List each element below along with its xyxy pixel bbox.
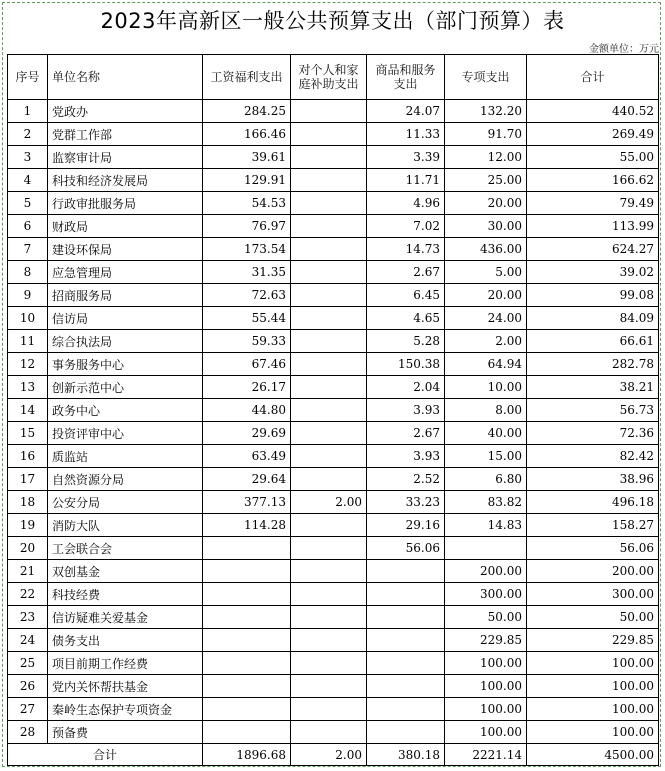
cell-subsidy	[291, 468, 367, 491]
cell-goods: 2.04	[367, 376, 445, 399]
cell-unit-name: 科技经费	[48, 583, 203, 606]
cell-no: 8	[8, 261, 48, 284]
cell-wages: 44.80	[203, 399, 291, 422]
cell-no: 7	[8, 238, 48, 261]
cell-total: 84.09	[527, 307, 659, 330]
cell-wages: 76.97	[203, 215, 291, 238]
cell-subsidy	[291, 123, 367, 146]
cell-special: 64.94	[445, 353, 527, 376]
cell-goods: 7.02	[367, 215, 445, 238]
cell-no: 3	[8, 146, 48, 169]
cell-no: 25	[8, 652, 48, 675]
cell-no: 24	[8, 629, 48, 652]
cell-no: 27	[8, 698, 48, 721]
cell-goods: 29.16	[367, 514, 445, 537]
cell-goods: 14.73	[367, 238, 445, 261]
cell-no: 14	[8, 399, 48, 422]
cell-no: 4	[8, 169, 48, 192]
cell-special: 12.00	[445, 146, 527, 169]
cell-subsidy	[291, 652, 367, 675]
cell-unit-name: 政务中心	[48, 399, 203, 422]
cell-unit-name: 招商服务局	[48, 284, 203, 307]
table-row	[8, 238, 659, 261]
table-row	[8, 491, 659, 514]
cell-wages	[203, 560, 291, 583]
cell-unit-name: 事务服务中心	[48, 353, 203, 376]
cell-wages	[203, 583, 291, 606]
cell-wages	[203, 675, 291, 698]
cell-goods: 24.07	[367, 100, 445, 123]
cell-wages: 72.63	[203, 284, 291, 307]
table-row	[8, 560, 659, 583]
cell-wages: 31.35	[203, 261, 291, 284]
totals-total: 4500.00	[527, 744, 659, 766]
cell-goods	[367, 721, 445, 744]
cell-total: 72.36	[527, 422, 659, 445]
cell-subsidy	[291, 146, 367, 169]
cell-special: 100.00	[445, 698, 527, 721]
cell-subsidy	[291, 445, 367, 468]
cell-unit-name: 投资评审中心	[48, 422, 203, 445]
cell-wages	[203, 537, 291, 560]
cell-special: 30.00	[445, 215, 527, 238]
cell-unit-name: 创新示范中心	[48, 376, 203, 399]
cell-no: 10	[8, 307, 48, 330]
cell-goods: 2.67	[367, 422, 445, 445]
cell-total: 100.00	[527, 698, 659, 721]
cell-unit-name: 应急管理局	[48, 261, 203, 284]
unit-note: 金额单位：万元	[589, 44, 659, 55]
cell-subsidy	[291, 629, 367, 652]
table-row	[8, 514, 659, 537]
cell-goods	[367, 606, 445, 629]
cell-special: 100.00	[445, 675, 527, 698]
cell-subsidy	[291, 169, 367, 192]
cell-total: 50.00	[527, 606, 659, 629]
cell-unit-name: 行政审批服务局	[48, 192, 203, 215]
cell-wages: 166.46	[203, 123, 291, 146]
cell-special: 14.83	[445, 514, 527, 537]
cell-special: 25.00	[445, 169, 527, 192]
cell-goods: 11.71	[367, 169, 445, 192]
cell-total: 100.00	[527, 652, 659, 675]
cell-total: 166.62	[527, 169, 659, 192]
cell-no: 6	[8, 215, 48, 238]
table-row	[8, 169, 659, 192]
cell-goods	[367, 583, 445, 606]
cell-total: 300.00	[527, 583, 659, 606]
cell-wages: 55.44	[203, 307, 291, 330]
cell-no: 16	[8, 445, 48, 468]
cell-wages: 63.49	[203, 445, 291, 468]
table-row	[8, 215, 659, 238]
cell-total: 39.02	[527, 261, 659, 284]
cell-total: 56.73	[527, 399, 659, 422]
cell-unit-name: 建设环保局	[48, 238, 203, 261]
cell-goods: 6.45	[367, 284, 445, 307]
cell-no: 21	[8, 560, 48, 583]
cell-subsidy	[291, 376, 367, 399]
cell-special: 2.00	[445, 330, 527, 353]
cell-subsidy	[291, 560, 367, 583]
cell-no: 1	[8, 100, 48, 123]
cell-goods	[367, 652, 445, 675]
cell-special: 100.00	[445, 721, 527, 744]
cell-wages	[203, 721, 291, 744]
cell-goods: 4.96	[367, 192, 445, 215]
cell-special: 5.00	[445, 261, 527, 284]
cell-no: 26	[8, 675, 48, 698]
cell-subsidy	[291, 284, 367, 307]
cell-unit-name: 监察审计局	[48, 146, 203, 169]
table-row	[8, 698, 659, 721]
cell-unit-name: 党群工作部	[48, 123, 203, 146]
cell-unit-name: 质监站	[48, 445, 203, 468]
cell-total: 282.78	[527, 353, 659, 376]
cell-special: 91.70	[445, 123, 527, 146]
cell-wages: 67.46	[203, 353, 291, 376]
cell-special: 8.00	[445, 399, 527, 422]
cell-wages: 114.28	[203, 514, 291, 537]
cell-unit-name: 债务支出	[48, 629, 203, 652]
cell-special: 83.82	[445, 491, 527, 514]
cell-wages: 26.17	[203, 376, 291, 399]
cell-subsidy	[291, 537, 367, 560]
cell-subsidy	[291, 353, 367, 376]
page-title: 2023年高新区一般公共预算支出（部门预算）表	[100, 9, 565, 33]
cell-special: 40.00	[445, 422, 527, 445]
table-row	[8, 100, 659, 123]
cell-special: 15.00	[445, 445, 527, 468]
totals-goods: 380.18	[367, 744, 445, 766]
cell-total: 440.52	[527, 100, 659, 123]
cell-total: 496.18	[527, 491, 659, 514]
cell-no: 2	[8, 123, 48, 146]
cell-subsidy	[291, 399, 367, 422]
totals-subsidy: 2.00	[291, 744, 367, 766]
cell-total: 158.27	[527, 514, 659, 537]
table-row	[8, 146, 659, 169]
cell-special: 200.00	[445, 560, 527, 583]
cell-goods: 4.65	[367, 307, 445, 330]
cell-subsidy	[291, 215, 367, 238]
cell-total: 100.00	[527, 675, 659, 698]
table-row	[8, 583, 659, 606]
header-subsidy: 对个人和家庭补助支出	[291, 55, 367, 100]
cell-special: 24.00	[445, 307, 527, 330]
cell-total: 100.00	[527, 721, 659, 744]
cell-no: 15	[8, 422, 48, 445]
cell-subsidy	[291, 100, 367, 123]
cell-subsidy	[291, 192, 367, 215]
header-special: 专项支出	[445, 55, 527, 100]
cell-unit-name: 双创基金	[48, 560, 203, 583]
cell-subsidy	[291, 238, 367, 261]
cell-special	[445, 537, 527, 560]
totals-wages: 1896.68	[203, 744, 291, 766]
cell-total: 56.06	[527, 537, 659, 560]
table-row	[8, 629, 659, 652]
cell-no: 20	[8, 537, 48, 560]
cell-total: 55.00	[527, 146, 659, 169]
cell-no: 28	[8, 721, 48, 744]
cell-goods	[367, 675, 445, 698]
cell-unit-name: 党内关怀帮扶基金	[48, 675, 203, 698]
cell-total: 113.99	[527, 215, 659, 238]
cell-special: 50.00	[445, 606, 527, 629]
table-row	[8, 353, 659, 376]
cell-subsidy	[291, 606, 367, 629]
header-row	[8, 55, 659, 100]
cell-unit-name: 公安分局	[48, 491, 203, 514]
cell-wages	[203, 606, 291, 629]
cell-unit-name: 财政局	[48, 215, 203, 238]
table-row	[8, 284, 659, 307]
cell-goods: 150.38	[367, 353, 445, 376]
totals-special: 2221.14	[445, 744, 527, 766]
header-total: 合计	[527, 55, 659, 100]
cell-no: 17	[8, 468, 48, 491]
cell-special: 100.00	[445, 652, 527, 675]
cell-wages: 39.61	[203, 146, 291, 169]
cell-total: 229.85	[527, 629, 659, 652]
cell-goods: 5.28	[367, 330, 445, 353]
cell-no: 9	[8, 284, 48, 307]
cell-total: 66.61	[527, 330, 659, 353]
table-row	[8, 330, 659, 353]
table-row	[8, 606, 659, 629]
cell-total: 99.08	[527, 284, 659, 307]
cell-wages: 29.64	[203, 468, 291, 491]
cell-total: 624.27	[527, 238, 659, 261]
cell-goods	[367, 560, 445, 583]
cell-goods: 33.23	[367, 491, 445, 514]
table-row	[8, 721, 659, 744]
cell-wages	[203, 652, 291, 675]
cell-no: 19	[8, 514, 48, 537]
cell-special: 20.00	[445, 192, 527, 215]
totals-label: 合计	[8, 744, 203, 766]
cell-goods	[367, 698, 445, 721]
cell-subsidy	[291, 261, 367, 284]
table-row	[8, 192, 659, 215]
cell-unit-name: 科技和经济发展局	[48, 169, 203, 192]
cell-special: 436.00	[445, 238, 527, 261]
cell-unit-name: 信访局	[48, 307, 203, 330]
table-row	[8, 422, 659, 445]
cell-goods: 3.93	[367, 445, 445, 468]
header-goods: 商品和服务支出	[367, 55, 445, 100]
cell-wages	[203, 698, 291, 721]
table-row	[8, 675, 659, 698]
cell-goods: 11.33	[367, 123, 445, 146]
cell-no: 23	[8, 606, 48, 629]
table-row	[8, 123, 659, 146]
header-no: 序号	[8, 55, 48, 100]
cell-wages: 377.13	[203, 491, 291, 514]
cell-subsidy	[291, 422, 367, 445]
cell-unit-name: 预备费	[48, 721, 203, 744]
table-row	[8, 399, 659, 422]
cell-subsidy	[291, 675, 367, 698]
cell-unit-name: 消防大队	[48, 514, 203, 537]
table-row	[8, 307, 659, 330]
cell-total: 200.00	[527, 560, 659, 583]
cell-wages: 54.53	[203, 192, 291, 215]
header-wages: 工资福利支出	[203, 55, 291, 100]
cell-subsidy	[291, 721, 367, 744]
cell-unit-name: 自然资源分局	[48, 468, 203, 491]
table-row	[8, 537, 659, 560]
cell-unit-name: 工会联合会	[48, 537, 203, 560]
cell-no: 11	[8, 330, 48, 353]
cell-total: 269.49	[527, 123, 659, 146]
cell-wages: 284.25	[203, 100, 291, 123]
cell-total: 82.42	[527, 445, 659, 468]
cell-special: 132.20	[445, 100, 527, 123]
cell-subsidy	[291, 514, 367, 537]
cell-subsidy	[291, 307, 367, 330]
table-row	[8, 445, 659, 468]
table-row	[8, 261, 659, 284]
cell-wages	[203, 629, 291, 652]
cell-no: 13	[8, 376, 48, 399]
cell-wages: 29.69	[203, 422, 291, 445]
cell-unit-name: 秦岭生态保护专项资金	[48, 698, 203, 721]
cell-special: 300.00	[445, 583, 527, 606]
totals-row	[8, 744, 659, 766]
cell-unit-name: 信访疑难关爱基金	[48, 606, 203, 629]
table-row	[8, 652, 659, 675]
cell-special: 20.00	[445, 284, 527, 307]
cell-goods	[367, 629, 445, 652]
cell-total: 38.21	[527, 376, 659, 399]
table-row	[8, 376, 659, 399]
cell-no: 22	[8, 583, 48, 606]
cell-goods: 3.39	[367, 146, 445, 169]
cell-special: 10.00	[445, 376, 527, 399]
cell-subsidy: 2.00	[291, 491, 367, 514]
cell-no: 5	[8, 192, 48, 215]
cell-unit-name: 党政办	[48, 100, 203, 123]
cell-total: 79.49	[527, 192, 659, 215]
budget-table	[7, 54, 659, 766]
cell-goods: 2.67	[367, 261, 445, 284]
cell-subsidy	[291, 583, 367, 606]
cell-subsidy	[291, 330, 367, 353]
cell-wages: 173.54	[203, 238, 291, 261]
table-row	[8, 468, 659, 491]
cell-goods: 56.06	[367, 537, 445, 560]
cell-wages: 129.91	[203, 169, 291, 192]
cell-unit-name: 综合执法局	[48, 330, 203, 353]
cell-no: 12	[8, 353, 48, 376]
cell-goods: 2.52	[367, 468, 445, 491]
cell-total: 38.96	[527, 468, 659, 491]
cell-special: 6.80	[445, 468, 527, 491]
cell-goods: 3.93	[367, 399, 445, 422]
cell-wages: 59.33	[203, 330, 291, 353]
header-unit-name: 单位名称	[48, 55, 203, 100]
cell-no: 18	[8, 491, 48, 514]
cell-unit-name: 项目前期工作经费	[48, 652, 203, 675]
cell-special: 229.85	[445, 629, 527, 652]
cell-subsidy	[291, 698, 367, 721]
